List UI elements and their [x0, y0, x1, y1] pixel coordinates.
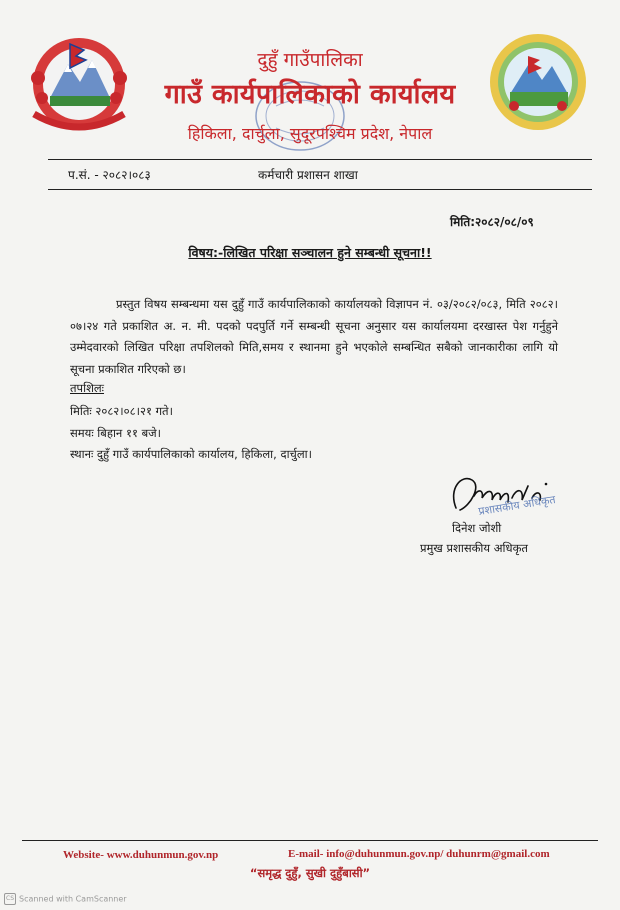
- camscanner-icon: CS: [4, 893, 16, 905]
- reference-number: प.सं. - २०८२।०८३: [68, 168, 151, 182]
- exam-date: मितिः २०८२।०८।२१ गते।: [70, 404, 173, 418]
- branch-name: कर्मचारी प्रशासन शाखा: [258, 168, 358, 182]
- details-heading: तपशिलः: [70, 381, 105, 395]
- scanner-note: Scanned with CamScanner: [19, 894, 127, 904]
- header-divider-bottom: [48, 189, 592, 190]
- header-divider-top: [48, 159, 592, 160]
- signatory-title: प्रमुख प्रशासकीय अधिकृत: [420, 541, 528, 555]
- notice-date: मिति:२०८२/०८/०९: [450, 215, 534, 229]
- notice-body: प्रस्तुत विषय सम्बन्धमा यस दुहुँ गाउँ कार्यपालिकाको कार्यालयको विज्ञापन नं. ०३/२०८२/०८३, मिति २०८२।०७।२४ गते प्रकाशित अ. न. मी. पदको पदपुर्ति गर्ने सम्बन्धी सूचना अनुसार यस कार्यालयमा दरखास्त पेश गर्नुहुने उम्मेदवारको लिखित परिक्षा तपशिलको मिति,समय र स्थानमा हुने भएकोले सम्बन्धित सबैको जानकारीका लागि यो सूचना प्रकाशित गरिएको छ।: [70, 297, 558, 376]
- office-title: गाउँ कार्यपालिकाको कार्यालय: [164, 79, 456, 110]
- notice-subject: विषय:-लिखित परिक्षा सञ्चालन हुने सम्बन्धी सूचना!!: [188, 245, 432, 260]
- municipality-name: दुहुँ गाउँपालिका: [257, 49, 363, 71]
- exam-time: समयः बिहान ११ बजे।: [70, 426, 162, 440]
- signatory-name: दिनेश जोशी: [452, 521, 502, 535]
- signature-seal-stamp: प्रशासकीय अधिकृत: [477, 492, 557, 519]
- exam-place: स्थानः दुहुँ गाउँ कार्यपालिकाको कार्यालय, हिकिला, दार्चुला।: [70, 447, 312, 461]
- scanner-watermark: [4, 893, 127, 905]
- footer-divider: [22, 840, 598, 841]
- footer-website: Website- www.duhunmun.gov.np: [63, 849, 219, 861]
- office-address: हिकिला, दार्चुला, सुदूरपश्चिम प्रदेश, नेपाल: [187, 124, 433, 143]
- footer-email: E-mail- info@duhunmun.gov.np/ duhunrm@gmail.com: [288, 848, 550, 860]
- footer-slogan: “समृद्ध दुहुँ, सुखी दुहुँबासी”: [249, 866, 371, 880]
